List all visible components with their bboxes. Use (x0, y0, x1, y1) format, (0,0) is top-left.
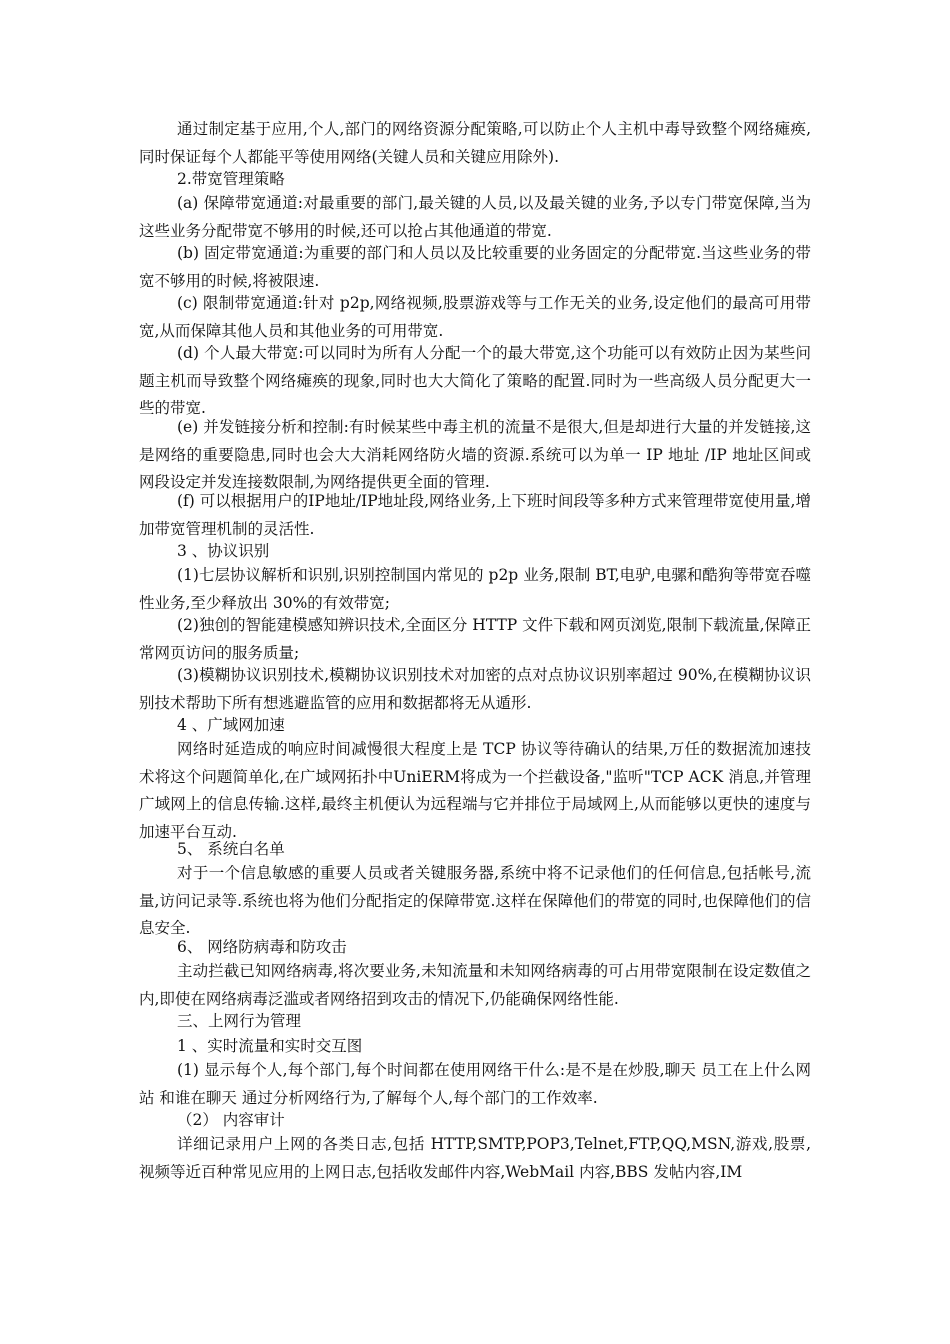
heading-whitelist: 5、 系统白名单 (177, 840, 285, 858)
paragraph-item-c: (c) 限制带宽通道:针对 p2p,网络视频,股票游戏等与工作无关的业务,设定他们的最高可用带宽,从而保障其他人员和其他业务的可用带宽. (139, 294, 811, 340)
heading-antivirus: 6、 网络防病毒和防攻击 (177, 938, 347, 956)
heading-wan-acceleration: 4 、广域网加速 (177, 716, 285, 734)
paragraph-item-b: (b) 固定带宽通道:为重要的部门和人员以及比较重要的业务固定的分配带宽.当这些业务的带宽不够用的时候,将被限速. (139, 244, 811, 290)
heading-realtime-traffic: 1 、实时流量和实时交互图 (177, 1037, 363, 1055)
paragraph-realtime-1: (1) 显示每个人,每个部门,每个时间都在使用网络干什么:是不是在炒股,聊天 员工在上什么网站 和谁在聊天 通过分析网络行为,了解每个人,每个部门的工作效率. (139, 1061, 811, 1107)
heading-behavior-management: 三、上网行为管理 (177, 1012, 302, 1030)
paragraph-protocol-3: (3)模糊协议识别技术,模糊协议识别技术对加密的点对点协议识别率超过 90%,在模糊协议识别技术帮助下所有想逃避监管的应用和数据都将无从遁形. (139, 666, 811, 712)
heading-protocol-recognition: 3 、协议识别 (177, 542, 270, 560)
paragraph-item-d: (d) 个人最大带宽:可以同时为所有人分配一个的最大带宽,这个功能可以有效防止因为某些问题主机而导致整个网络瘫痪的现象,同时也大大简化了策略的配置.同时为一些高级人员分配更大一些的带宽. (139, 344, 811, 417)
paragraph-content-audit: 详细记录用户上网的各类日志,包括 HTTP,SMTP,POP3,Telnet,FTP,QQ,MSN,游戏,股票,视频等近百种常见应用的上网日志,包括收发邮件内容,WebMail 内容,BBS 发帖内容,IM (139, 1135, 811, 1181)
paragraph-protocol-2: (2)独创的智能建模感知辨识技术,全面区分 HTTP 文件下载和网页浏览,限制下载流量,保障正常网页访问的服务质量; (139, 616, 812, 662)
paragraph-item-e: (e) 并发链接分析和控制:有时候某些中毒主机的流量不是很大,但是却进行大量的并发链接,这是网络的重要隐患,同时也会大大消耗网络防火墙的资源.系统可以为单一 IP 地址 /IP 地址区间或网段设定并发连接数限制,为网络提供更全面的管理. (139, 418, 811, 491)
heading-content-audit: （2） 内容审计 (177, 1111, 285, 1129)
paragraph-whitelist: 对于一个信息敏感的重要人员或者关键服务器,系统中将不记录他们的任何信息,包括帐号,流量,访问记录等.系统也将为他们分配指定的保障带宽.这样在保障他们的带宽的同时,也保障他们的信息安全. (139, 864, 811, 937)
paragraph-item-f: (f) 可以根据用户的IP地址/IP地址段,网络业务,上下班时间段等多种方式来管理带宽使用量,增加带宽管理机制的灵活性. (139, 492, 811, 538)
paragraph-item-a: (a) 保障带宽通道:对最重要的部门,最关键的人员,以及最关键的业务,予以专门带宽保障,当为这些业务分配带宽不够用的时候,还可以抢占其他通道的带宽. (139, 194, 811, 240)
heading-bandwidth-policy: 2.带宽管理策略 (177, 170, 285, 188)
paragraph-wan-acceleration: 网络时延造成的响应时间减慢很大程度上是 TCP 协议等待确认的结果,万任的数据流加速技术将这个问题简单化,在广域网拓扑中UniERM将成为一个拦截设备,"监听"TCP ACK 消息,并管理广域网上的信息传输.这样,最终主机便认为远程端与它并排位于局域网上,从而能够以更快的速度与加速平台互动. (139, 740, 811, 841)
paragraph-resource-policy: 通过制定基于应用,个人,部门的网络资源分配策略,可以防止个人主机中毒导致整个网络瘫痪,同时保证每个人都能平等使用网络(关键人员和关键应用除外). (139, 120, 811, 166)
paragraph-protocol-1: (1)七层协议解析和识别,识别控制国内常见的 p2p 业务,限制 BT,电驴,电骡和酷狗等带宽吞噬性业务,至少释放出 30%的有效带宽; (139, 566, 811, 612)
paragraph-antivirus: 主动拦截已知网络病毒,将次要业务,未知流量和未知网络病毒的可占用带宽限制在设定数值之内,即使在网络病毒泛滥或者网络招到攻击的情况下,仍能确保网络性能. (139, 962, 811, 1008)
